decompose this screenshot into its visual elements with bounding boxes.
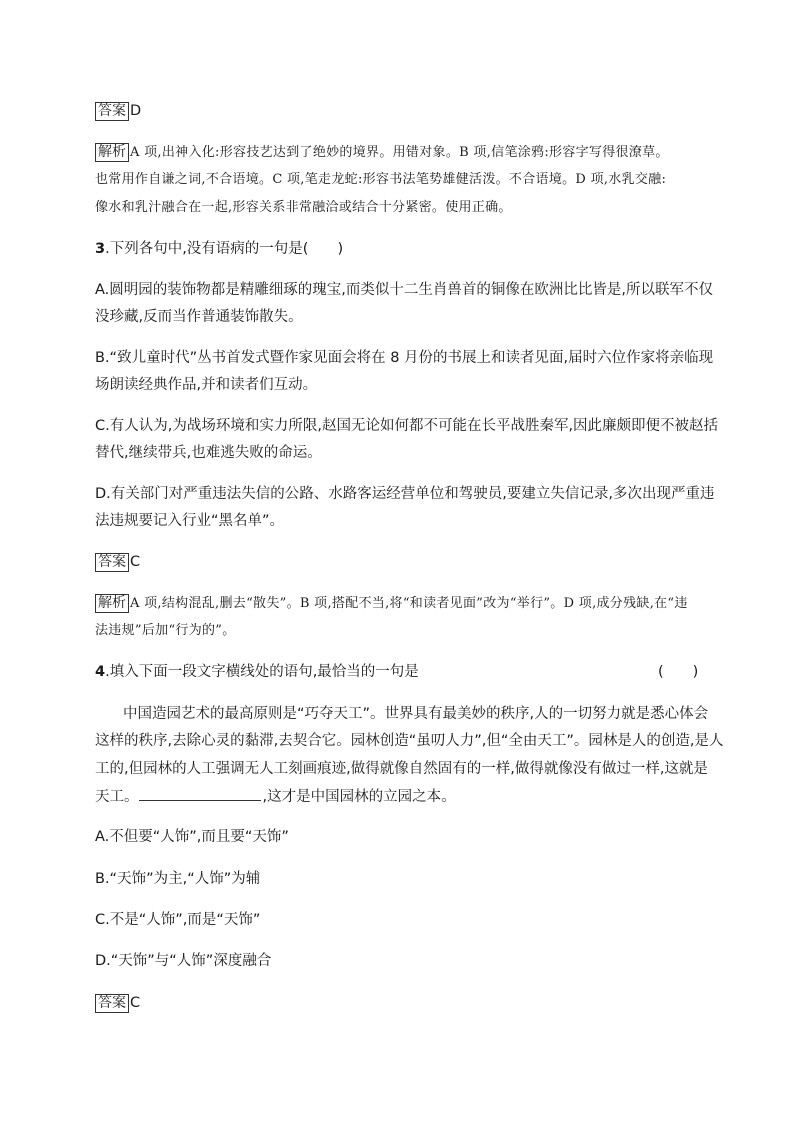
- q4-option-c: C.不是“人饰”,而是“天饰”: [95, 912, 261, 928]
- q3-option-b-line-1: B.“致儿童时代”丛书首发式暨作家见面会将在 8 月份的书展上和读者见面,届时六位作家将亲临现: [95, 350, 714, 366]
- passage-text: ,这才是中国园林的立园之本。: [262, 789, 456, 805]
- question-number: 3: [95, 241, 106, 257]
- analysis-label: 解析: [95, 594, 129, 613]
- question-number: 4: [95, 664, 106, 680]
- q4-passage-line-1: 中国造园艺术的最高原则是“巧夺天工”。世界具有最美妙的秩序,人的一切努力就是悉心体会: [123, 706, 709, 722]
- question-3-stem: [95, 239, 343, 259]
- q3-option-a-line-1: A.圆明园的装饰物都是精雕细琢的瑰宝,而类似十二生肖兽首的铜像在欧洲比比皆是,所以联军不仅: [95, 282, 713, 298]
- question-text: .填入下面一段文字横线处的语句,最恰当的一句是: [105, 664, 419, 680]
- q4-passage-line-4: [95, 786, 456, 807]
- q3-option-c-line-2: 替代,继续带兵,也难逃失败的命运。: [95, 445, 322, 461]
- answer-value: C: [130, 554, 141, 570]
- answer-4: [95, 993, 140, 1013]
- analysis-3-line-1: [95, 594, 688, 614]
- q3-option-c-line-1: C.有人认为,为战场环境和实力所限,赵国无论如何都不可能在长平战胜秦军,因此廉颇即便不被赵括: [95, 418, 719, 434]
- answer-1: [95, 101, 141, 121]
- analysis-label: 解析: [95, 143, 129, 162]
- answer-value: C: [130, 995, 141, 1011]
- analysis-1-line-2: 也常用作自谦之词,不合语境。C 项,笔走龙蛇:形容书法笔势雄健活泼。不合语境。D 项,水乳交融:: [95, 172, 667, 187]
- q4-option-a: A.不但要“人饰”,而且要“天饰”: [95, 829, 289, 845]
- q4-option-d: D.“天饰”与“人饰”深度融合: [95, 953, 272, 969]
- analysis-text: A 项,结构混乱,删去“散失”。B 项,搭配不当,将“和读者见面”改为“举行”。D 项,成分残缺,在“违: [130, 596, 688, 611]
- q4-option-b: B.“天饰”为主,“人饰”为辅: [95, 871, 261, 887]
- q4-passage-line-2: 这样的秩序,去除心灵的黏滞,去契合它。园林创造“虽叨人力”,但“全由天工”。园林是人的创造,是人: [95, 733, 724, 749]
- answer-label: 答案: [95, 994, 129, 1013]
- answer-value: D: [130, 103, 142, 119]
- q3-option-d-line-1: D.有关部门对严重违法失信的公路、水路客运经营单位和驾驶员,要建立失信记录,多次出现严重违: [95, 486, 715, 502]
- analysis-text: A 项,出神入化:形容技艺达到了绝妙的境界。用错对象。B 项,信笔涂鸦:形容字写得很潦草。: [130, 145, 669, 160]
- analysis-1-line-3: 像水和乳汁融合在一起,形容关系非常融洽或结合十分紧密。使用正确。: [95, 200, 512, 215]
- analysis-3-line-2: 法违规”后加“行为的”。: [95, 623, 236, 638]
- fill-blank: [139, 786, 261, 801]
- q3-option-a-line-2: 没珍藏,反而当作普通装饰散失。: [95, 309, 303, 325]
- answer-label: 答案: [95, 102, 129, 121]
- question-4-stem: [95, 662, 419, 682]
- q3-option-d-line-2: 法违规要记入行业“黑名单”。: [95, 513, 285, 529]
- passage-text: 天工。: [95, 789, 139, 805]
- answer-label: 答案: [95, 553, 129, 572]
- analysis-1-line-1: [95, 143, 669, 163]
- question-4-paren: ( ): [658, 664, 699, 680]
- answer-3: [95, 552, 140, 572]
- question-text: .下列各句中,没有语病的一句是( ): [105, 241, 344, 257]
- q3-option-b-line-2: 场朗读经典作品,并和读者们互动。: [95, 377, 318, 393]
- q4-passage-line-3: 工的,但园林的人工强调无人工刻画痕迹,做得就像自然固有的一样,做得就像没有做过一样,这就是: [95, 761, 708, 777]
